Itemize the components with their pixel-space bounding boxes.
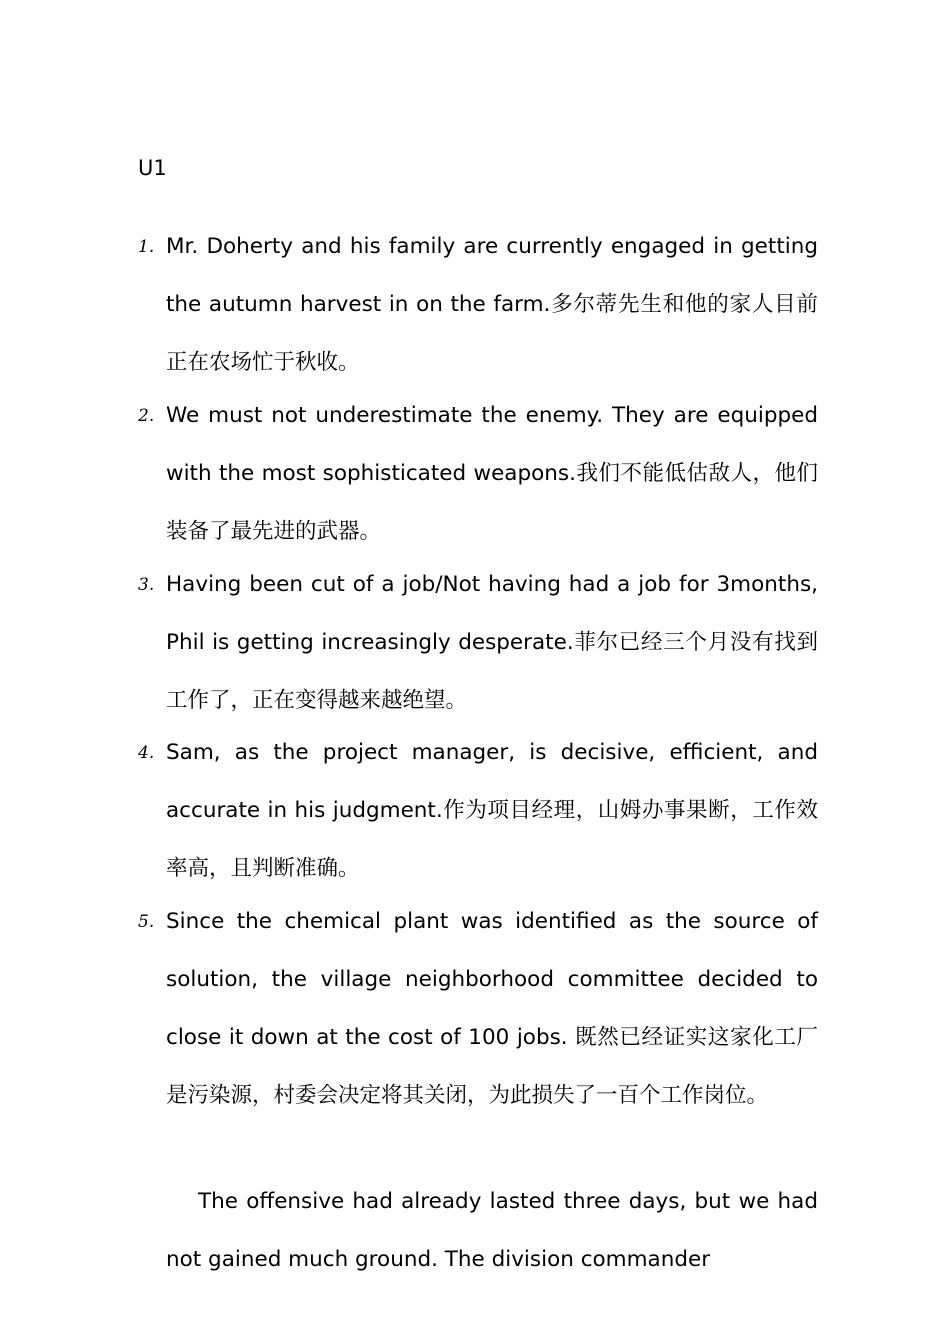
item-number: 2. [138, 406, 155, 426]
item-english: Since the chemical plant was identified as the source of solution, the village neighborhood committee decided to close it down at the cost of 100 jobs. [166, 909, 818, 1050]
list-item [138, 218, 818, 392]
list-item [138, 893, 818, 1125]
item-number: 3. [138, 575, 155, 595]
list-item [138, 724, 818, 898]
item-text [166, 556, 818, 730]
item-text [166, 387, 818, 561]
item-number: 5. [138, 912, 155, 932]
item-text [166, 724, 818, 898]
list-item [138, 556, 818, 730]
unit-heading: U1 [138, 156, 167, 180]
passage-paragraph: The offensive had already lasted three days, but we had not gained much ground. The division commander [166, 1189, 818, 1272]
item-text [166, 218, 818, 392]
item-chinese: 菲尔已经三个月没有找到工作了，正在变得越来越绝望。 [166, 630, 818, 713]
item-english: We must not underestimate the enemy. They are equipped with the most sophisticated weapons. [166, 403, 818, 486]
item-text [166, 893, 818, 1125]
item-number: 1. [138, 237, 155, 257]
item-chinese: 作为项目经理，山姆办事果断，工作效率高，且判断准确。 [166, 798, 818, 881]
item-english: Mr. Doherty and his family are currently engaged in getting the autumn harvest in on the farm. [166, 234, 818, 317]
list-item [138, 387, 818, 561]
item-chinese: 我们不能低估敌人，他们装备了最先进的武器。 [166, 461, 818, 544]
item-number: 4. [138, 743, 155, 763]
item-chinese: 多尔蒂先生和他的家人目前正在农场忙于秋收。 [166, 292, 818, 375]
item-english: Sam, as the project manager, is decisive, efficient, and accurate in his judgment. [166, 740, 818, 823]
item-english: Having been cut of a job/Not having had a job for 3months, Phil is getting increasingly desperate. [166, 572, 818, 655]
item-chinese: 既然已经证实这家化工厂是污染源，村委会决定将其关闭，为此损失了一百个工作岗位。 [166, 1025, 818, 1108]
